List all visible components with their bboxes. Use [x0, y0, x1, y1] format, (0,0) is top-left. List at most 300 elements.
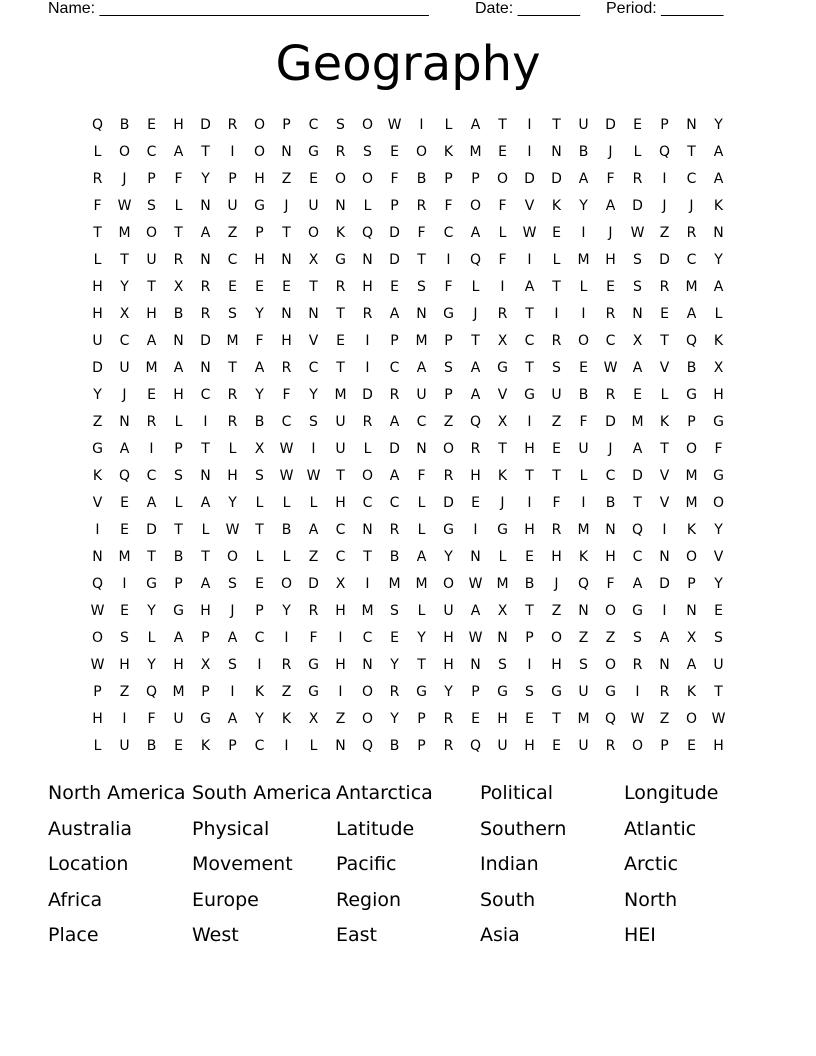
grid-letter: C — [119, 333, 130, 349]
grid-letter: R — [173, 252, 184, 268]
grid-letter: U — [497, 738, 508, 754]
grid-letter: C — [308, 360, 319, 376]
grid-letter: D — [605, 414, 616, 430]
grid-letter: G — [632, 603, 643, 619]
grid-letter: E — [552, 441, 561, 457]
grid-letter: X — [497, 414, 508, 430]
grid-letter: W — [306, 468, 321, 484]
grid-letter: N — [416, 441, 427, 457]
grid-letter: F — [390, 171, 399, 187]
grid-letter: N — [200, 360, 211, 376]
grid-letter: H — [335, 657, 346, 673]
grid-letter: C — [389, 495, 400, 511]
grid-letter: C — [254, 738, 265, 754]
grid-letter: I — [635, 684, 640, 700]
grid-letter: G — [416, 684, 427, 700]
grid-letter: C — [605, 333, 616, 349]
word-bank-item: Antarctica — [336, 782, 433, 804]
page-title: Geography — [275, 36, 541, 92]
grid-letter: G — [713, 468, 724, 484]
grid-letter: S — [228, 576, 237, 592]
grid-letter: H — [605, 549, 616, 565]
grid-letter: X — [497, 333, 508, 349]
grid-letter: A — [578, 171, 589, 187]
grid-letter: L — [282, 549, 291, 565]
grid-letter: S — [255, 468, 264, 484]
grid-letter: L — [174, 198, 183, 214]
grid-letter: K — [686, 684, 697, 700]
grid-letter: M — [631, 414, 644, 430]
grid-row — [84, 328, 740, 355]
grid-letter: L — [714, 306, 723, 322]
grid-letter: T — [363, 549, 372, 565]
grid-letter: R — [227, 117, 238, 133]
grid-letter: X — [308, 252, 319, 268]
grid-letter: A — [200, 495, 211, 511]
grid-letter: I — [527, 414, 532, 430]
grid-letter: S — [309, 414, 318, 430]
grid-letter: L — [255, 549, 264, 565]
grid-row — [84, 409, 740, 436]
grid-letter: R — [146, 414, 157, 430]
grid-letter: P — [201, 630, 210, 646]
grid-letter: K — [335, 225, 346, 241]
grid-row — [84, 355, 740, 382]
grid-letter: B — [416, 171, 427, 187]
grid-letter: B — [389, 549, 400, 565]
grid-letter: F — [417, 225, 426, 241]
grid-letter: C — [362, 495, 373, 511]
grid-letter: S — [363, 144, 372, 160]
grid-letter: L — [660, 387, 669, 403]
grid-letter: A — [470, 225, 481, 241]
grid-letter: K — [659, 414, 670, 430]
grid-letter: B — [281, 522, 292, 538]
grid-letter: O — [712, 495, 725, 511]
grid-letter: T — [417, 657, 426, 673]
grid-letter: J — [122, 387, 127, 403]
grid-letter: U — [92, 333, 103, 349]
grid-letter: N — [281, 144, 292, 160]
grid-letter: B — [119, 117, 130, 133]
grid-letter: U — [227, 198, 238, 214]
grid-letter: F — [255, 333, 264, 349]
word-bank-item: Australia — [48, 817, 133, 840]
grid-letter: O — [334, 171, 347, 187]
grid-letter: W — [468, 576, 483, 592]
grid-letter: R — [389, 684, 400, 700]
grid-letter: Z — [659, 225, 670, 241]
grid-letter: E — [390, 144, 399, 160]
grid-letter: Z — [551, 414, 562, 430]
grid-letter: D — [524, 171, 535, 187]
grid-letter: T — [498, 441, 507, 457]
grid-letter: C — [200, 387, 211, 403]
grid-letter: O — [91, 630, 104, 646]
grid-letter: E — [255, 576, 264, 592]
grid-letter: I — [365, 576, 370, 592]
grid-letter: B — [173, 549, 184, 565]
grid-row — [84, 490, 740, 517]
word-bank-item: North — [624, 888, 678, 911]
grid-letter: Q — [145, 684, 158, 700]
grid-letter: T — [255, 522, 264, 538]
grid-letter: H — [551, 657, 562, 673]
grid-letter: C — [254, 630, 265, 646]
grid-letter: C — [686, 252, 697, 268]
grid-letter: J — [473, 306, 478, 322]
grid-letter: E — [552, 225, 561, 241]
grid-letter: V — [659, 495, 670, 511]
grid-letter: L — [417, 603, 426, 619]
grid-letter: D — [605, 117, 616, 133]
grid-letter: X — [713, 360, 724, 376]
grid-letter: A — [632, 576, 643, 592]
grid-letter: G — [308, 657, 319, 673]
grid-letter: T — [309, 279, 318, 295]
grid-letter: L — [93, 144, 102, 160]
grid-letter: I — [203, 414, 208, 430]
grid-letter: H — [470, 468, 481, 484]
grid-letter: J — [608, 225, 613, 241]
grid-letter: T — [498, 117, 507, 133]
grid-letter: H — [524, 441, 535, 457]
grid-letter: P — [417, 738, 426, 754]
grid-letter: T — [714, 684, 723, 700]
grid-letter: W — [468, 630, 483, 646]
grid-letter: I — [527, 144, 532, 160]
grid-letter: I — [662, 522, 667, 538]
grid-letter: R — [470, 441, 481, 457]
grid-letter: L — [633, 144, 642, 160]
grid-letter: I — [311, 441, 316, 457]
grid-letter: J — [554, 576, 559, 592]
grid-letter: B — [146, 738, 157, 754]
grid-letter: E — [606, 279, 615, 295]
grid-letter: I — [581, 306, 586, 322]
grid-letter: G — [335, 252, 346, 268]
grid-letter: R — [92, 171, 103, 187]
grid-row — [84, 652, 740, 679]
grid-letter: M — [226, 333, 239, 349]
grid-letter: I — [95, 522, 100, 538]
grid-letter: H — [92, 279, 103, 295]
grid-letter: F — [444, 198, 453, 214]
grid-letter: Y — [228, 495, 237, 511]
grid-letter: M — [145, 360, 158, 376]
grid-letter: E — [687, 738, 696, 754]
grid-letter: W — [117, 198, 132, 214]
grid-letter: S — [417, 279, 426, 295]
grid-letter: P — [228, 171, 237, 187]
grid-letter: C — [443, 225, 454, 241]
grid-letter: N — [659, 549, 670, 565]
grid-row — [84, 679, 740, 706]
grid-letter: H — [335, 495, 346, 511]
grid-letter: S — [498, 657, 507, 673]
grid-letter: Y — [147, 657, 156, 673]
grid-letter: Z — [551, 603, 562, 619]
grid-letter: Q — [631, 522, 644, 538]
grid-letter: N — [686, 603, 697, 619]
grid-letter: R — [335, 279, 346, 295]
word-bank-item: Southern — [480, 817, 567, 840]
grid-letter: E — [336, 333, 345, 349]
grid-letter: O — [685, 441, 698, 457]
grid-letter: A — [119, 441, 130, 457]
grid-letter: W — [711, 711, 726, 727]
grid-letter: P — [255, 603, 264, 619]
grid-letter: K — [713, 198, 724, 214]
grid-letter: O — [145, 225, 158, 241]
grid-letter: E — [633, 387, 642, 403]
grid-letter: E — [390, 279, 399, 295]
grid-letter: R — [443, 711, 454, 727]
grid-letter: Y — [444, 684, 453, 700]
grid-letter: L — [471, 279, 480, 295]
grid-letter: L — [444, 117, 453, 133]
grid-letter: P — [444, 333, 453, 349]
grid-letter: J — [230, 603, 235, 619]
grid-letter: U — [335, 441, 346, 457]
grid-letter: F — [444, 279, 453, 295]
grid-letter: B — [524, 576, 535, 592]
word-bank-item: Location — [48, 853, 129, 876]
grid-letter: Q — [469, 414, 482, 430]
grid-letter: L — [282, 495, 291, 511]
grid-letter: O — [442, 441, 455, 457]
grid-letter: E — [282, 279, 291, 295]
grid-letter: R — [281, 657, 292, 673]
grid-letter: A — [659, 630, 670, 646]
grid-letter: Z — [281, 684, 292, 700]
grid-letter: H — [92, 306, 103, 322]
grid-letter: R — [659, 684, 670, 700]
grid-row — [84, 382, 740, 409]
grid-letter: N — [470, 549, 481, 565]
grid-letter: N — [470, 657, 481, 673]
grid-letter: R — [362, 306, 373, 322]
grid-letter: E — [660, 306, 669, 322]
grid-letter: W — [225, 522, 240, 538]
grid-letter: L — [228, 441, 237, 457]
grid-letter: I — [527, 657, 532, 673]
grid-letter: R — [416, 198, 427, 214]
grid-letter: Z — [308, 549, 319, 565]
grid-letter: H — [92, 711, 103, 727]
grid-letter: F — [606, 576, 615, 592]
grid-letter: H — [713, 387, 724, 403]
grid-letter: N — [362, 252, 373, 268]
grid-letter: U — [578, 738, 589, 754]
grid-letter: W — [387, 117, 402, 133]
grid-letter: Q — [469, 252, 482, 268]
grid-letter: G — [524, 387, 535, 403]
grid-letter: D — [200, 117, 211, 133]
grid-letter: R — [227, 414, 238, 430]
grid-letter: D — [92, 360, 103, 376]
grid-letter: C — [524, 333, 535, 349]
grid-letter: A — [416, 360, 427, 376]
grid-letter: L — [579, 468, 588, 484]
grid-letter: G — [308, 144, 319, 160]
grid-letter: E — [525, 549, 534, 565]
grid-letter: R — [389, 522, 400, 538]
grid-letter: T — [552, 711, 561, 727]
grid-letter: W — [603, 360, 618, 376]
grid-letter: O — [307, 225, 320, 241]
grid-letter: N — [632, 306, 643, 322]
grid-letter: O — [226, 549, 239, 565]
grid-letter: X — [497, 603, 508, 619]
grid-letter: A — [686, 306, 697, 322]
grid-row — [84, 517, 740, 544]
grid-letter: I — [149, 441, 154, 457]
grid-row — [84, 112, 740, 139]
grid-letter: D — [200, 333, 211, 349]
grid-letter: K — [254, 684, 265, 700]
grid-letter: M — [118, 225, 131, 241]
grid-letter: E — [714, 603, 723, 619]
grid-letter: E — [309, 171, 318, 187]
grid-letter: I — [581, 225, 586, 241]
grid-letter: J — [500, 495, 505, 511]
grid-letter: H — [254, 171, 265, 187]
grid-letter: Z — [335, 711, 346, 727]
grid-letter: I — [419, 117, 424, 133]
grid-letter: A — [713, 171, 724, 187]
grid-letter: U — [443, 603, 454, 619]
grid-letter: P — [282, 117, 291, 133]
grid-letter: W — [630, 711, 645, 727]
grid-letter: I — [284, 738, 289, 754]
grid-letter: C — [146, 144, 157, 160]
grid-letter: X — [200, 657, 211, 673]
grid-letter: T — [336, 468, 345, 484]
grid-letter: I — [662, 603, 667, 619]
grid-letter: C — [389, 360, 400, 376]
grid-letter: M — [361, 603, 374, 619]
grid-letter: O — [577, 333, 590, 349]
grid-letter: A — [308, 522, 319, 538]
grid-letter: S — [714, 630, 723, 646]
grid-letter: X — [632, 333, 643, 349]
grid-row — [84, 544, 740, 571]
grid-letter: T — [525, 360, 534, 376]
word-bank — [48, 776, 768, 954]
grid-letter: E — [228, 279, 237, 295]
grid-letter: Y — [390, 657, 399, 673]
word-bank-item: Political — [480, 782, 554, 804]
grid-letter: T — [525, 603, 534, 619]
grid-letter: B — [605, 495, 616, 511]
grid-letter: G — [200, 711, 211, 727]
grid-letter: N — [200, 252, 211, 268]
grid-letter: A — [389, 414, 400, 430]
grid-letter: Z — [443, 414, 454, 430]
grid-letter: J — [284, 198, 289, 214]
grid-letter: T — [417, 252, 426, 268]
grid-letter: E — [120, 495, 129, 511]
grid-letter: H — [497, 711, 508, 727]
grid-letter: R — [632, 657, 643, 673]
grid-letter: P — [471, 171, 480, 187]
grid-letter: C — [308, 117, 319, 133]
grid-letter: Y — [714, 522, 723, 538]
grid-letter: R — [659, 279, 670, 295]
grid-letter: A — [200, 576, 211, 592]
grid-letter: T — [633, 495, 642, 511]
grid-letter: K — [92, 468, 103, 484]
grid-letter: C — [281, 414, 292, 430]
grid-letter: S — [228, 657, 237, 673]
grid-letter: O — [361, 684, 374, 700]
word-bank-item: West — [192, 924, 239, 947]
grid-letter: T — [201, 144, 210, 160]
grid-letter: I — [284, 630, 289, 646]
grid-letter: U — [308, 198, 319, 214]
grid-letter: O — [118, 144, 131, 160]
grid-letter: X — [119, 306, 130, 322]
grid-letter: A — [254, 360, 265, 376]
grid-letter: I — [122, 711, 127, 727]
grid-letter: M — [469, 144, 482, 160]
grid-row — [84, 301, 740, 328]
grid-letter: R — [335, 144, 346, 160]
word-bank-item: HEI — [624, 924, 656, 947]
grid-letter: N — [686, 117, 697, 133]
period-field: Period: _______ — [606, 0, 724, 17]
word-bank-item: Africa — [48, 888, 103, 911]
grid-letter: S — [174, 468, 183, 484]
grid-letter: E — [174, 738, 183, 754]
grid-letter: U — [173, 711, 184, 727]
grid-row — [84, 571, 740, 598]
grid-letter: Y — [417, 630, 426, 646]
grid-letter: N — [551, 144, 562, 160]
grid-letter: E — [120, 522, 129, 538]
grid-letter: J — [608, 441, 613, 457]
grid-letter: H — [524, 522, 535, 538]
grid-letter: D — [389, 441, 400, 457]
grid-letter: E — [552, 738, 561, 754]
grid-letter: A — [524, 279, 535, 295]
grid-letter: A — [389, 306, 400, 322]
grid-letter: A — [146, 333, 157, 349]
grid-letter: O — [280, 576, 293, 592]
grid-letter: A — [632, 441, 643, 457]
grid-letter: L — [498, 225, 507, 241]
grid-letter: I — [338, 630, 343, 646]
grid-letter: P — [525, 630, 534, 646]
grid-letter: E — [120, 603, 129, 619]
grid-letter: G — [173, 603, 184, 619]
grid-letter: A — [713, 279, 724, 295]
grid-letter: V — [308, 333, 319, 349]
grid-letter: H — [281, 333, 292, 349]
grid-letter: F — [579, 414, 588, 430]
grid-letter: L — [363, 441, 372, 457]
grid-letter: O — [361, 711, 374, 727]
word-bank-item: North America — [48, 782, 186, 804]
grid-letter: R — [632, 171, 643, 187]
grid-letter: W — [522, 225, 537, 241]
grid-letter: K — [443, 144, 454, 160]
grid-letter: M — [388, 576, 401, 592]
grid-letter: Z — [659, 711, 670, 727]
grid-row — [84, 139, 740, 166]
grid-letter: I — [230, 684, 235, 700]
